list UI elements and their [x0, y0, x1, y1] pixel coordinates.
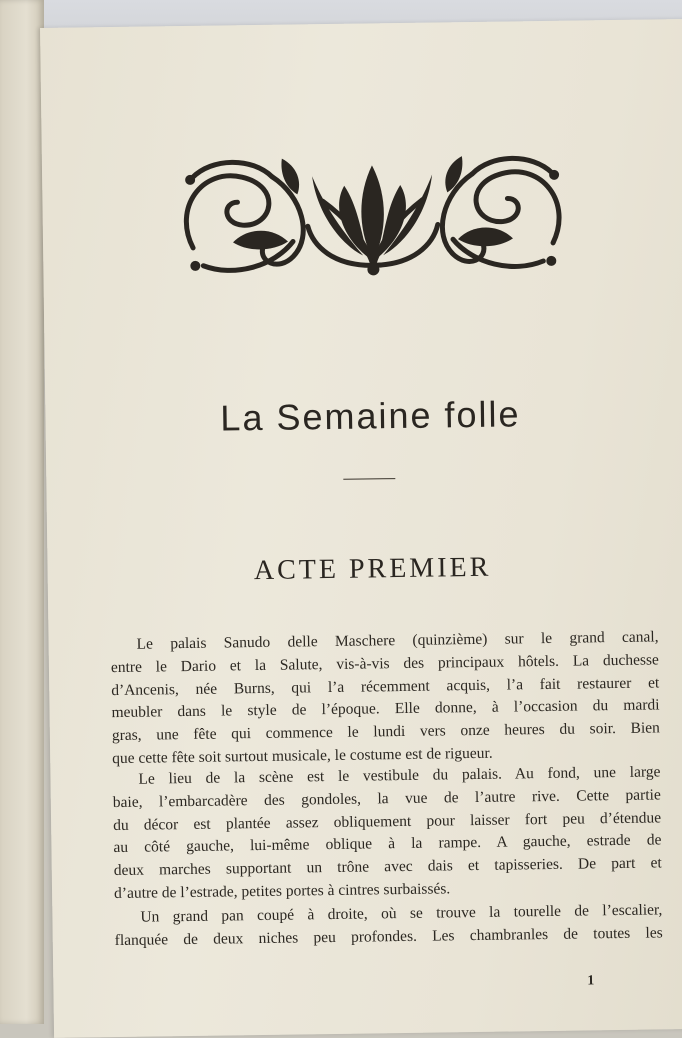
text-line: Le palais Sanudo delle Maschere (quinzième) sur le grand canal,	[136, 628, 659, 653]
text-line: deux marches supportant un trône avec dais et tapisseries. De part et	[113, 854, 662, 880]
text-line: flanquée de deux niches peu profondes. Les chambranles de toutes les	[114, 924, 663, 949]
text-line: que cette fête soit surtout musicale, le costume est de rigueur.	[112, 744, 493, 768]
text-line: d’Ancenis, née Burns, qui l’a récemment acquis, l’a fait restaurer et	[111, 674, 660, 699]
text-line: du décor est plantée assez obliquement pour laisser fort peu d’étendue	[113, 808, 662, 834]
paragraph-1	[110, 626, 660, 770]
title-divider	[343, 478, 395, 480]
page-title: La Semaine folle	[220, 393, 521, 439]
text-line: d’autre de l’estrade, petites portes à cintres surbaissés.	[113, 880, 451, 903]
text-line: Le lieu de la scène est le vestibule du palais. Au fond, une large	[138, 763, 661, 788]
text-line: entre le Dario et la Salute, vis-à-vis des principaux hôtels. La duchesse	[110, 651, 659, 676]
text-line: baie, l’embarcadère des gondoles, la vue de l’autre rive. Cette partie	[112, 786, 661, 811]
text-line: au côté gauche, lui-même oblique à la rampe. A gauche, estrade de	[113, 831, 662, 857]
floral-scroll-ornament-icon	[172, 143, 574, 283]
paragraph-3	[114, 899, 663, 952]
text-line: Un grand pan coupé à droite, où se trouve la tourelle de l’escalier,	[140, 901, 663, 926]
act-heading: ACTE PREMIER	[253, 551, 492, 587]
previous-page-edge	[0, 0, 44, 1024]
paragraph-2	[112, 761, 662, 905]
page-number: 1	[587, 973, 595, 989]
text-line: gras, une fête qui commence le lundi vers onze heures du soir. Bien	[111, 719, 660, 745]
text-line: meubler dans le style de l’époque. Elle donne, à l’occasion du mardi	[111, 696, 660, 722]
book-page	[40, 19, 682, 1038]
